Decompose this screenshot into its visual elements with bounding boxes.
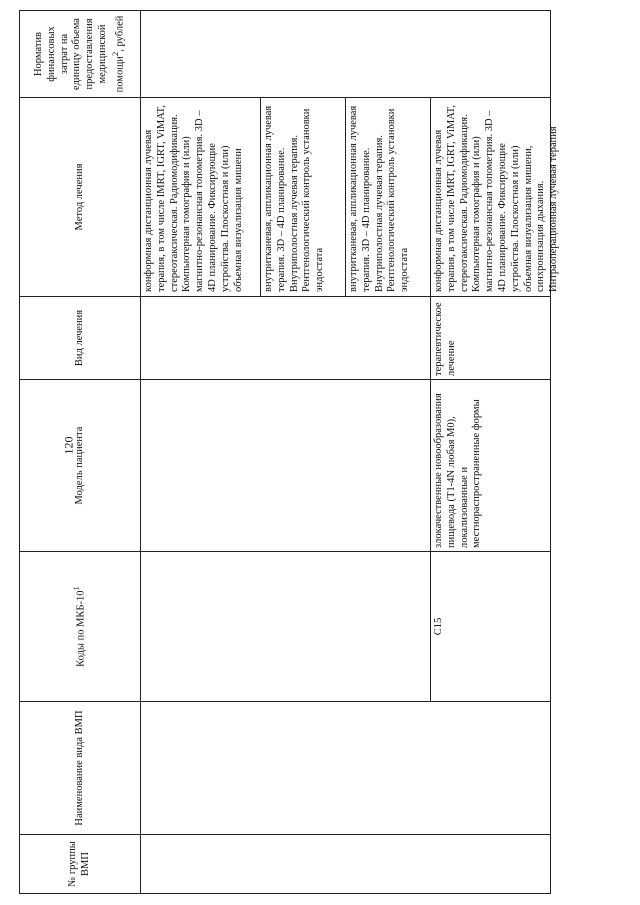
cell-treatment-type: терапевтическое лечение: [431, 297, 551, 380]
rotated-page: [19, 11, 622, 894]
cell-group-no: [141, 835, 551, 894]
vmp-table: [19, 10, 560, 894]
cell-icd: [141, 552, 431, 702]
header-method: Метод лечения: [20, 98, 141, 297]
cell-icd: C15: [431, 552, 551, 702]
page-number: 120: [61, 436, 76, 455]
header-patient-model: Модель пациента: [20, 380, 141, 552]
cell-vmp-name: [141, 702, 551, 835]
header-vmp-name: Наименование вида ВМП: [20, 702, 141, 835]
table-row: [141, 11, 431, 894]
header-treatment-type: Вид лечения: [20, 297, 141, 380]
cell-patient-model: злокачественные новообразования пищевода (T1-4N любая M0), локализованные и местнораспространенные формы: [431, 380, 551, 552]
header-row: [20, 11, 141, 894]
cell-method: [141, 98, 431, 297]
header-norm: Норматив финансовых затрат на единицу объема предоставления медицинской помощи$^2$, рублей: [20, 11, 141, 98]
method-text: внутритканевая, аппликационная лучевая терапия. 3D – 4D планирование. Внутриполостная лучевая терапия. Рентгенологический контроль установки эндостата: [261, 98, 346, 296]
method-text: внутритканевая, аппликационная лучевая терапия. 3D – 4D планирование. Внутриполостная лучевая терапия. Рентгенологический контроль установки эндостата: [348, 105, 411, 292]
cell-patient-model: [141, 380, 431, 552]
method-text: конформная дистанционная лучевая терапия, в том числе IMRT, IGRT, ViMAT, стереотаксическая. Радиомодификация. Компьютерная томография и (или) магнитно-резонансная топометрия. 3D – 4D планирование. Фиксирующие устройства. Плоскостная и (или) объемная визуализация мишени: [141, 98, 261, 296]
cell-norm: [141, 11, 551, 98]
cell-method: [431, 98, 560, 297]
header-icd-codes: Коды по МКБ-$10^1$: [20, 552, 141, 702]
header-group-no: № группы ВМП: [20, 835, 141, 894]
method-text: конформная дистанционная лучевая терапия, в том числе IMRT, IGRT, ViMAT, стереотаксическая. Радиомодификация. Компьютерная томография и (или) магнитно-резонансная топометрия. 3D – 4D планирование. Фиксирующие устройства. Плоскостная и (или) объемная визуализация мишени, синхронизация дыхания. Интраоперационная лучевая терапия: [433, 105, 560, 292]
cell-treatment-type: [141, 297, 431, 380]
